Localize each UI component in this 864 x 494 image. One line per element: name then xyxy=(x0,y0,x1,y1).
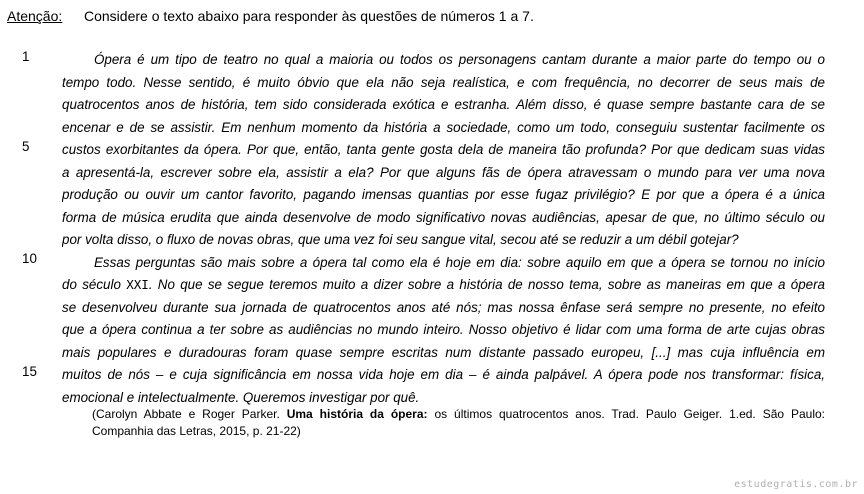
century-roman-numeral: XXI xyxy=(126,277,149,292)
text-line: que a ópera continua a ter sobre as audiências no mundo inteiro. Nosso objetivo é lidar com uma forma de arte cujas obras xyxy=(62,322,825,337)
line-number-5: 5 xyxy=(22,139,30,154)
text-line: emocional e intelectualmente. Queremos investigar por quê. xyxy=(62,389,420,405)
text-line-with-century xyxy=(62,274,825,297)
source-citation xyxy=(92,406,825,439)
text-line: quatrocentos anos de história, tem sido considerada exótica e estranha. Além disso, é quase sempre bastante cara de se xyxy=(62,97,825,112)
line-number-15: 15 xyxy=(22,364,37,379)
passage-text xyxy=(62,49,825,409)
instruction-text: Considere o texto abaixo para responder às questões de números 1 a 7. xyxy=(84,8,534,24)
text-line: encenar e de se assistir. Em nenhum momento da história a sociedade, como um todo, conseguiu sustentar facilmente os xyxy=(62,119,825,135)
line-number-10: 10 xyxy=(22,251,37,266)
text-line: mais populares e duradouras foram quase sempre escritas num distante passado europeu, [...] mas cuja influência em xyxy=(62,344,825,360)
text-fragment: do século xyxy=(62,277,127,292)
text-line: tempo todo. Nesse sentido, é muito óbvio que ela não seja realística, e com frequência, no decorrer de seus mais de xyxy=(62,74,825,90)
text-line: Ópera é um tipo de teatro no qual a maioria ou todos os personagens cantam durante a maior parte do tempo ou o xyxy=(94,52,825,67)
text-line: produção ou ouvir um cantor favorito, pagando imensas quantias por esse fugaz privilégio? E por que a ópera é a única xyxy=(62,187,825,202)
site-watermark: estudegratis.com.br xyxy=(734,479,858,490)
text-line: Essas perguntas são mais sobre a ópera tal como ela é hoje em dia: sobre aquilo em que a ópera se tornou no início xyxy=(94,254,825,270)
citation-authors: (Carolyn Abbate e Roger Parker. xyxy=(92,407,287,421)
instruction-header xyxy=(7,8,534,24)
text-line: a apresentá-la, escrever sobre ela, assistir a ela? Por que alguns fãs de ópera atravessam o mundo para ver uma nova xyxy=(62,164,825,180)
text-line: muitos de nós – e cuja significância em nossa vida hoje em dia – é ainda palpável. A ópera pode nos transformar: física, xyxy=(62,367,825,382)
text-line: se desenvolveu durante sua jornada de quatrocentos anos até nós; mas nossa ênfase será sempre no presente, no efeito xyxy=(62,299,825,315)
citation-details: os últimos quatrocentos anos. Trad. Paulo Geiger. 1.ed. São Paulo: Companhia das Letras, 2015, p. 21-22) xyxy=(92,407,825,438)
line-number-1: 1 xyxy=(22,49,30,64)
text-line: forma de música erudita que ainda desenvolve de modo significativo novas audiências, apesar de que, no último século ou xyxy=(62,209,825,225)
text-line: custos exorbitantes da ópera. Por que, então, tanta gente gosta dela de maneira tão profunda? Por que dedicam suas vidas xyxy=(62,142,825,157)
citation-title: Uma história da ópera: xyxy=(286,407,428,421)
text-line: por volta disso, o fluxo de novas obras, que uma vez foi seu sangue vital, secou até se reduzir a um débil gotejar? xyxy=(62,232,739,247)
attention-label: Atenção: xyxy=(7,8,63,24)
text-fragment: . No que se segue teremos muito a dizer sobre a história de nosso tema, sobre as maneiras em que a ópera xyxy=(148,277,825,292)
